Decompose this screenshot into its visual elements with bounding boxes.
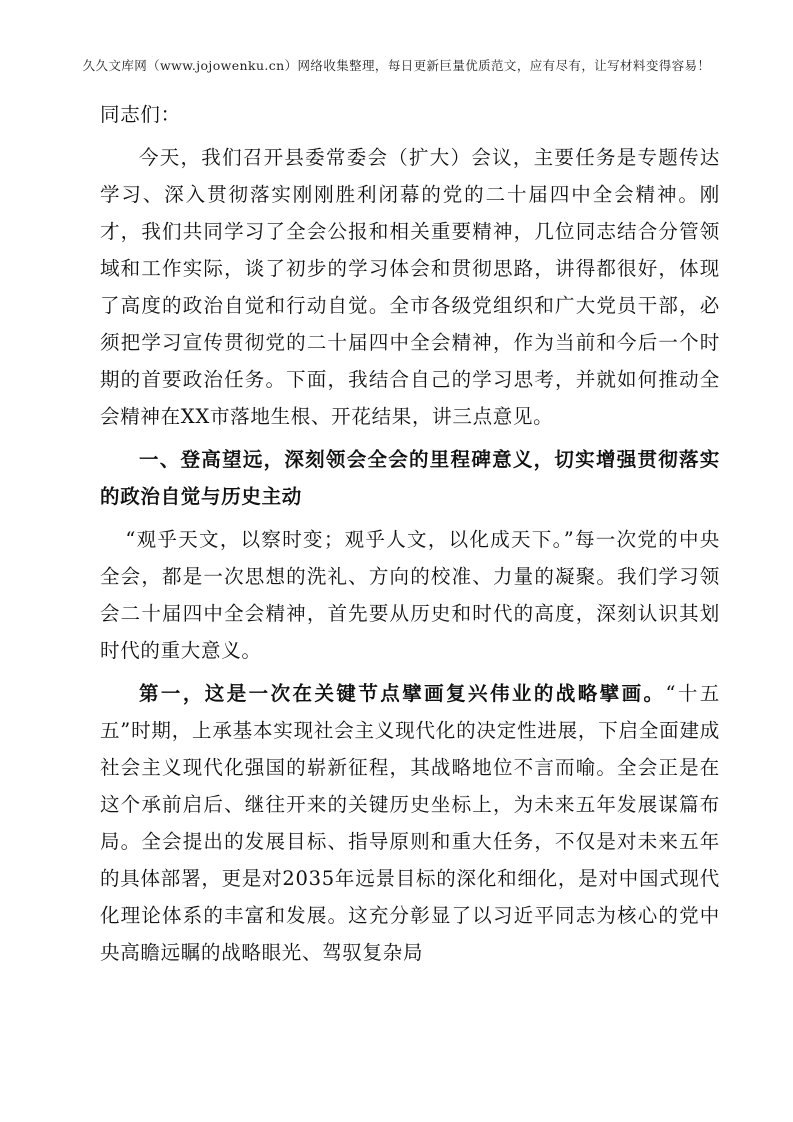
paragraph-first-point xyxy=(100,675,720,971)
section-heading-1: 一、登高望远，深刻领会全会的里程碑意义，切实增强贯彻落实的政治自觉与历史主动 xyxy=(100,448,720,508)
document-body xyxy=(100,96,720,977)
paragraph-intro: 今天，我们召开县委常委会（扩大）会议，主要任务是专题传达学习、深入贯彻落实刚刚胜利闭幕的党的二十届四中全会精神。刚才，我们共同学习了全会公报和相关重要精神，几位同志结合分管领域和工作实际，谈了初步的学习体会和贯彻思路，讲得都很好，体现了高度的政治自觉和行动自觉。全市各级党组织和广大党员干部，必须把学习宣传贯彻党的二十届四中全会精神，作为当前和今后一个时期的首要政治任务。下面，我结合自己的学习思考，并就如何推动全会精神在XX市落地生根、开花结果，讲三点意见。 xyxy=(100,146,720,428)
page-header-watermark: 久久文库网（www.jojowenku.cn）网络收集整理，每日更新巨量优质范文，应有尽有，让写材料变得容易！ xyxy=(82,58,711,73)
paragraph-quote: “观乎天文，以察时变；观乎人文，以化成天下。”每一次党的中央全会，都是一次思想的洗礼、方向的校准、力量的凝聚。我们学习领会二十届四中全会精神，首先要从历史和时代的高度，深刻认识其划时代的重大意义。 xyxy=(100,528,720,662)
first-point-lead: 第一，这是一次在关键节点擘画复兴伟业的战略擘画。 xyxy=(139,682,666,705)
first-point-text: “十五五”时期，上承基本实现社会主义现代化的决定性进展，下启全面建成社会主义现代化强国的崭新征程，其战略地位不言而喻。全会正是在这个承前启后、继往开来的关键历史坐标上，为未来五年发展谋篇布局。全会提出的发展目标、指导原则和重大任务，不仅是对未来五年的具体部署，更是对2035年远景目标的深化和细化，是对中国式现代化理论体系的丰富和发展。这充分彰显了以习近平同志为核心的党中央高瞻远瞩的战略眼光、驾驭复杂局 xyxy=(100,682,720,964)
salutation: 同志们： xyxy=(100,103,181,126)
